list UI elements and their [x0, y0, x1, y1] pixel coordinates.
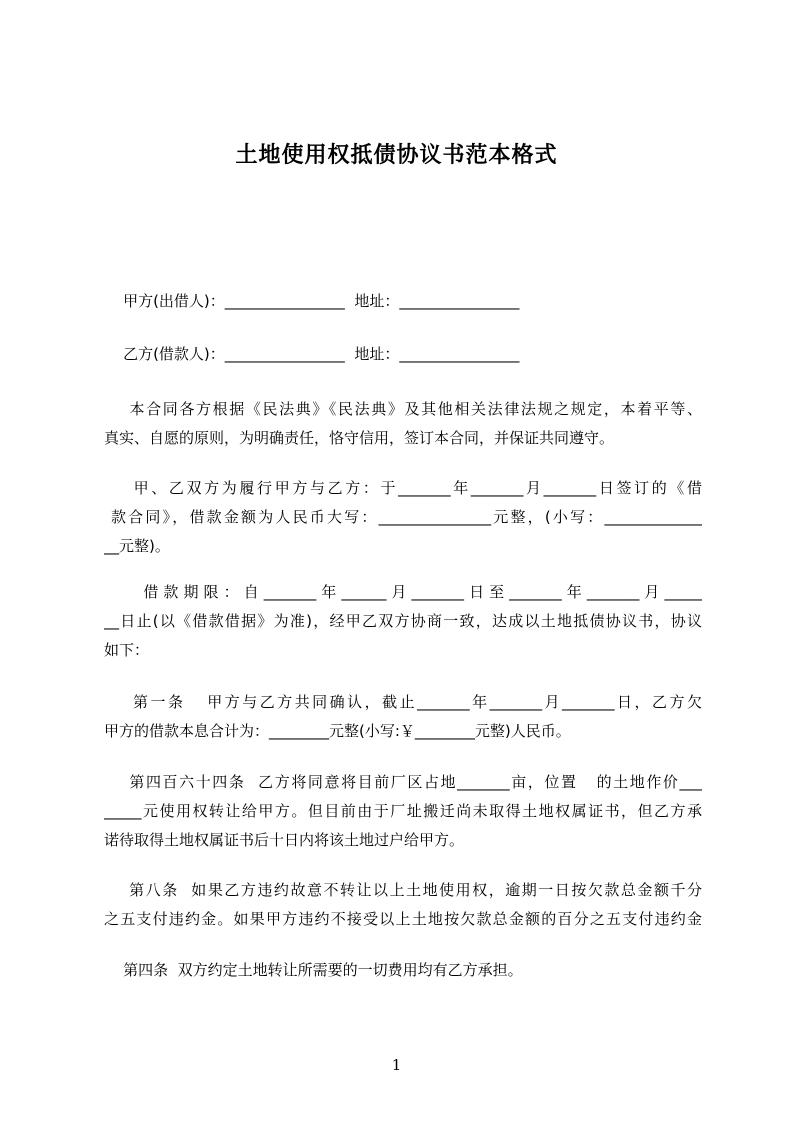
text-line: 甲、乙双方为履行甲方与乙方：于_______年_______月_______日签订的《借 — [104, 479, 702, 497]
text-line: 第四条 双方约定土地转让所需要的一切费用均有乙方承担。 — [104, 961, 523, 979]
party-a-line: 甲方(出借人)：________________ 地址：________________ — [104, 292, 520, 310]
text-line: _____元使用权转让给甲方。但目前由于厂址搬迁尚未取得土地权属证书，但乙方承 — [104, 802, 702, 820]
text-line: 之五支付违约金。如果甲方违约不接受以上土地按欠款总金额的百分之五支付违约金 — [104, 910, 702, 928]
text-line: 借款期限：自_______年______月_______日至_______年_______月_____ — [104, 583, 702, 601]
document-title: 土地使用权抵债协议书范本格式 — [235, 143, 558, 168]
text-line: 第八条 如果乙方违约故意不转让以上土地使用权，逾期一日按欠款总金额千分 — [104, 881, 702, 899]
text-line: 第四百六十四条 乙方将同意将目前厂区占地_______亩，位置 的土地作价___ — [104, 773, 702, 791]
text-line: 第一条 甲方与乙方共同确认，截止_______年_______月_______日，乙方欠 — [104, 693, 702, 711]
party-b-line: 乙方(借款人)：________________ 地址：________________ — [104, 345, 520, 363]
text-line: 甲方的借款本息合计为：________元整(小写:￥________元整)人民币。 — [104, 722, 571, 740]
text-line: 款合同》，借款金额为人民币大写：_______________元整，(小写：_____________ — [104, 508, 702, 526]
text-line: __元整)。 — [104, 537, 170, 555]
page-number: 1 — [391, 1056, 402, 1074]
text-line: 真实、自愿的原则，为明确责任，恪守信用，签订本合同，并保证共同遵守。 — [104, 429, 615, 447]
text-line: 诺待取得土地权属证书后十日内将该土地过户给甲方。 — [104, 831, 465, 849]
text-line: 如下： — [104, 641, 150, 659]
text-line: __日止(以《借款借据》为准)，经甲乙双方协商一致，达成以土地抵债协议书，协议 — [104, 612, 702, 630]
text-line: 本合同各方根据《民法典》《民法典》及其他相关法律法规之规定，本着平等、 — [104, 400, 702, 418]
